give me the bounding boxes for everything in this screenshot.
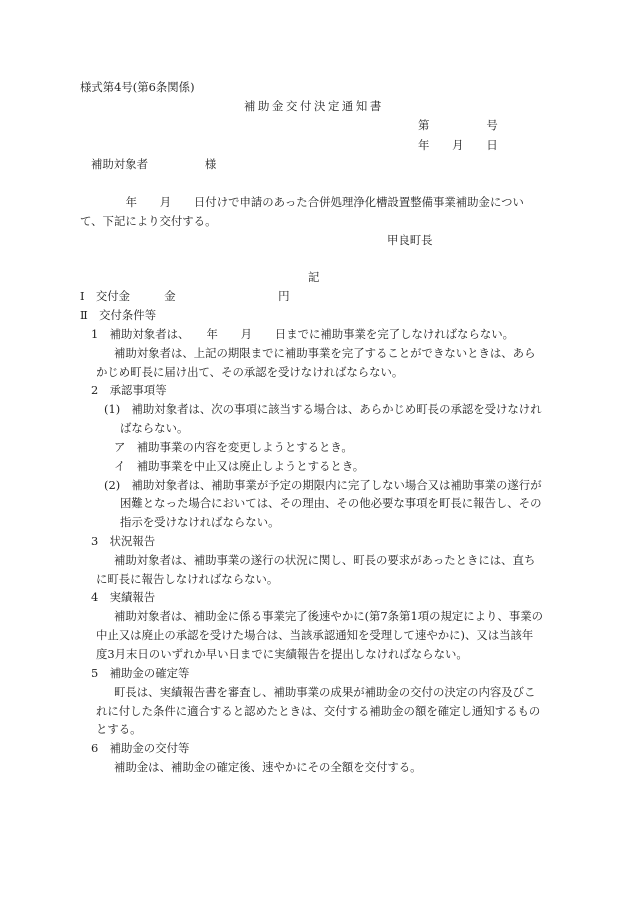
intro-line-1: 年 月 日付けで申請のあった合併処理浄化槽設置整備事業補助金につい [80,195,524,209]
item-2-1-a: ア 補助事業の内容を変更しようとするとき。 [114,440,353,454]
ki-heading: 記 [308,270,320,284]
document-date-label: 年 月 日 [418,138,498,152]
item-6-title: 6 補助金の交付等 [91,741,190,755]
item-6-para-line-1: 補助金は、補助金の確定後、速やかにその全額を交付する。 [114,760,422,774]
item-2-2-line-3: 指示を受けなければならない。 [120,515,280,529]
item-4-title: 4 実績報告 [91,590,156,604]
recipient-line: 補助対象者 様 [91,157,217,171]
item-5-para-line-1: 町長は、実績報告書を審査し、補助事業の成果が補助金の交付の決定の内容及びこ [114,685,536,699]
intro-line-2: て、下記により交付する。 [80,214,217,228]
document-number-label: 第 号 [418,118,498,132]
item-4-para-line-1: 補助対象者は、補助金に係る事業完了後速やかに(第7条第1項の規定により、事業の [114,609,544,623]
issuer-name: 甲良町長 [387,233,433,247]
item-2-title: 2 承認事項等 [91,383,167,397]
item-2-2-line-2: 困難となった場合においては、その理由、その他必要な事項を町長に報告し、その [120,496,542,510]
item-5-para-line-3: とする。 [96,722,142,736]
item-1-para-line-2: かじめ町長に届け出て、その承認を受けなければならない。 [96,365,404,379]
item-2-1-i: イ 補助事業を中止又は廃止しようとするとき。 [114,459,365,473]
item-2-1-line-2: ばならない。 [120,421,189,435]
item-4-para-line-2: 中止又は廃止の承認を受けた場合は、当該承認通知を受理して速やかに)、又は当該年 [96,628,534,642]
section-conditions: Ⅱ 交付条件等 [80,308,157,322]
item-2-2-line-1: (2) 補助対象者は、補助事業が予定の期限内に完了しない場合又は補助事業の遂行が [104,478,542,492]
item-3-para-line-2: に町長に報告しなければならない。 [96,572,279,586]
item-5-para-line-2: れに付した条件に適合すると認めたときは、交付する補助金の額を確定し通知するもの [96,704,541,718]
item-5-title: 5 補助金の確定等 [91,666,190,680]
item-3-title: 3 状況報告 [91,534,156,548]
section-grant-amount: Ⅰ 交付金 金 円 [80,289,290,303]
form-number-label: 様式第4号(第6条関係) [80,80,195,94]
item-1-para-line-1: 補助対象者は、上記の期限までに補助事業を完了することができないときは、あら [114,346,536,360]
item-4-para-line-3: 度3月末日のいずれか早い日までに実績報告を提出しなければならない。 [96,647,468,661]
document-title: 補助金交付決定通知書 [244,99,384,113]
item-1-title: 1 補助対象者は、 年 月 日までに補助事業を完了しなければならない。 [91,327,515,341]
item-2-1-line-1: (1) 補助対象者は、次の事項に該当する場合は、あらかじめ町長の承認を受けなけれ [104,402,542,416]
item-3-para-line-1: 補助対象者は、補助事業の遂行の状況に関し、町長の要求があったときには、直ち [114,553,536,567]
